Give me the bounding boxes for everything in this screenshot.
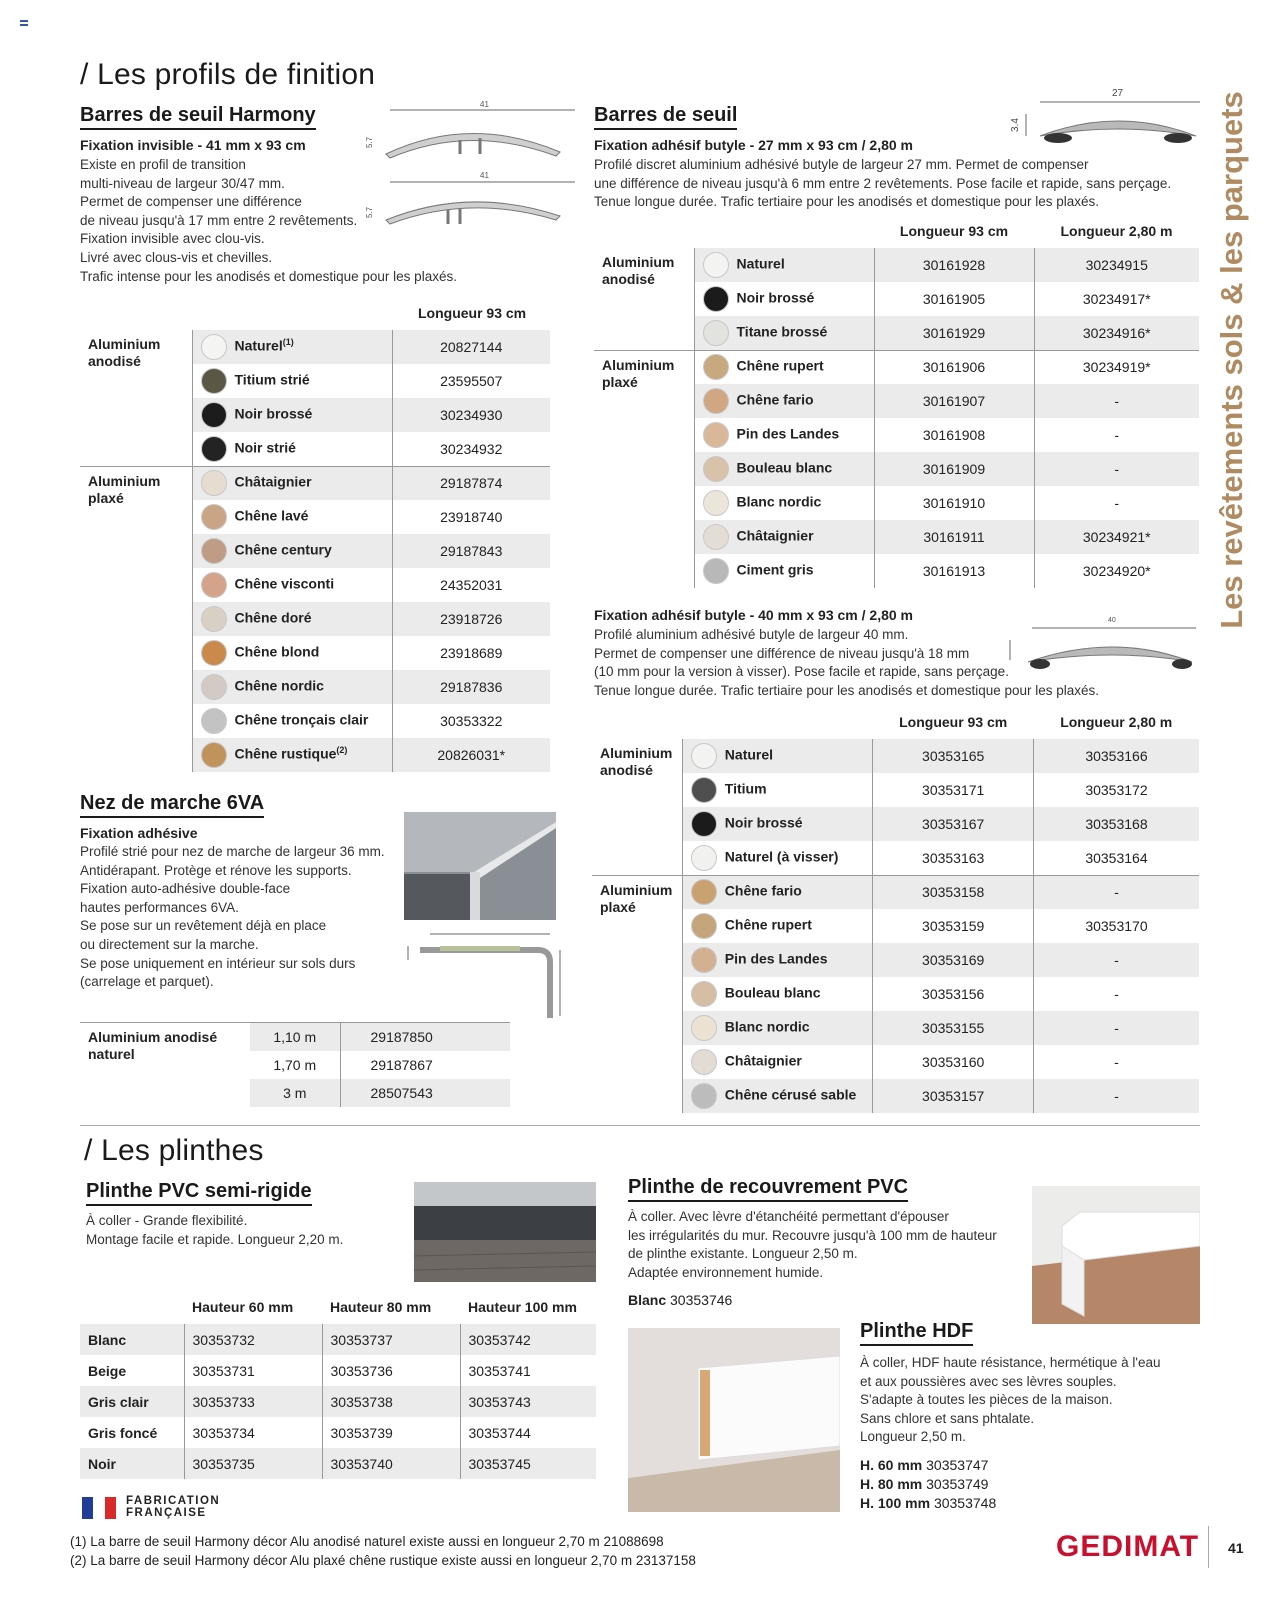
nez-de-marche-photo — [404, 812, 556, 920]
svg-text:5.7: 5.7 — [365, 136, 374, 148]
pvc-col-60: Hauteur 60 mm — [192, 1299, 294, 1315]
color-swatch-icon — [691, 743, 717, 769]
code-280: - — [1033, 943, 1199, 977]
finish-cell — [682, 773, 873, 807]
color-swatch-icon — [691, 879, 717, 905]
color-swatch-icon — [691, 777, 717, 803]
finish-name: Chêne lavé — [234, 507, 309, 524]
finish-name: Châtaignier — [736, 527, 814, 544]
pvc-col-100: Hauteur 100 mm — [468, 1299, 577, 1315]
code-280: - — [1033, 1045, 1199, 1079]
code-93: 29187874 — [392, 466, 550, 500]
hdf-description: À coller, HDF haute résistance, hermétique à l'eau et aux poussières avec ses lèvres souples. S'adapte à toutes les pièces de la maison. Sans chlore et sans phtalate. Longueur 2,50 m. — [860, 1355, 1161, 1445]
table-row — [592, 773, 1199, 807]
code-280: - — [1034, 384, 1199, 418]
finish-name: Titium strié — [234, 371, 310, 388]
color-swatch-icon — [703, 354, 729, 380]
code-280: 30353170 — [1033, 909, 1199, 943]
finish-cell — [192, 636, 392, 670]
finish-name: Naturel — [234, 337, 283, 354]
section-title-plinthes: / Les plinthes — [84, 1134, 264, 1167]
nez-subtitle: Fixation adhésive — [80, 825, 198, 841]
table-row — [592, 739, 1199, 773]
finish-name: Naturel — [724, 746, 774, 763]
finish-name: Pin des Landes — [736, 425, 840, 442]
category-label: Aluminium anodisé — [88, 336, 161, 369]
gedimat-logo: GEDIMAT — [1056, 1530, 1200, 1563]
table-row — [592, 807, 1199, 841]
seuil-27-profile-diagram — [1000, 82, 1210, 152]
code-93: 30161906 — [874, 350, 1034, 384]
finish-cell — [694, 520, 874, 554]
code-93: 30161913 — [874, 554, 1034, 588]
footnote-ref: (1) — [282, 337, 294, 348]
code-93: 30353167 — [873, 807, 1034, 841]
color-swatch-icon — [201, 674, 227, 700]
code-93: 30161929 — [874, 316, 1034, 350]
category-label: Aluminium anodisé — [602, 254, 675, 287]
color-swatch-icon — [691, 1083, 717, 1109]
code-cell: 30353737 — [322, 1324, 460, 1355]
length-cell: 1,70 m — [273, 1056, 317, 1073]
code-93: 30161909 — [874, 452, 1034, 486]
color-name: Gris clair — [80, 1386, 184, 1417]
code-93: 29187843 — [392, 534, 550, 568]
code-93: 23918726 — [392, 602, 550, 636]
finish-name: Blanc nordic — [724, 1018, 810, 1035]
code-280: 30234921* — [1034, 520, 1199, 554]
table-row — [80, 1386, 596, 1417]
nez-table — [80, 1022, 510, 1107]
code-280: - — [1033, 1011, 1199, 1045]
svg-text:5.7: 5.7 — [365, 206, 374, 218]
finish-cell — [192, 432, 392, 466]
table-row — [592, 841, 1199, 875]
color-swatch-icon — [703, 558, 729, 584]
color-swatch-icon — [691, 947, 717, 973]
seuil-40-profile-diagram — [996, 610, 1206, 674]
finish-name: Chêne rupert — [724, 916, 812, 933]
code-280: 30353168 — [1033, 807, 1199, 841]
code-cell: 29187850 — [340, 1023, 510, 1051]
finish-cell — [192, 364, 392, 398]
hdf-photo — [628, 1328, 840, 1512]
code-cell: 30353731 — [184, 1355, 322, 1386]
finish-name: Bouleau blanc — [724, 984, 821, 1001]
code-280: 30234915 — [1034, 248, 1199, 282]
table-row — [592, 1011, 1199, 1045]
color-swatch-icon — [201, 368, 227, 394]
nez-profile-diagram — [400, 926, 570, 1026]
code-280: 30234916* — [1034, 316, 1199, 350]
harmony-title: Barres de seuil Harmony — [80, 104, 316, 130]
footnotes: (1) La barre de seuil Harmony décor Alu anodisé naturel existe aussi en longueur 2,70 m 21088698 (2) La barre de seuil Harmony décor Alu plaxé chêne rustique existe aussi en longueur 2,70 m 23137158 — [70, 1534, 696, 1568]
finish-name: Blanc nordic — [736, 493, 822, 510]
code-cell: 30353742 — [460, 1324, 596, 1355]
code-cell: 30353744 — [460, 1417, 596, 1448]
code-cell: 30353738 — [322, 1386, 460, 1417]
finish-cell — [694, 418, 874, 452]
color-swatch-icon — [201, 640, 227, 666]
code-93: 30161910 — [874, 486, 1034, 520]
code-280: - — [1034, 418, 1199, 452]
code-280: 30234919* — [1034, 350, 1199, 384]
finish-name: Naturel (à visser) — [724, 848, 839, 865]
length-cell: 3 m — [250, 1079, 340, 1107]
hdf-codes: H. 60 mm 30353747 H. 80 mm 30353749 H. 100 mm 30353748 — [860, 1457, 997, 1511]
color-swatch-icon — [201, 708, 227, 734]
table-row — [80, 1448, 596, 1479]
finish-cell — [682, 875, 873, 909]
finish-cell — [192, 670, 392, 704]
color-swatch-icon — [691, 811, 717, 837]
finish-cell — [682, 1011, 873, 1045]
nez-title: Nez de marche 6VA — [80, 792, 264, 818]
code-93: 30353157 — [873, 1079, 1034, 1113]
code-280: 30353164 — [1033, 841, 1199, 875]
color-swatch-icon — [691, 1015, 717, 1041]
finish-name: Chêne cérusé sable — [724, 1086, 857, 1103]
page-number-divider — [1208, 1526, 1209, 1568]
table-row — [80, 1324, 596, 1355]
code-280: - — [1034, 486, 1199, 520]
code-cell: 28507543 — [340, 1079, 510, 1107]
finish-cell — [192, 330, 392, 364]
finish-name: Chêne rupert — [736, 357, 824, 374]
code-cell: 30353735 — [184, 1448, 322, 1479]
recouvrement-photo — [1032, 1186, 1200, 1324]
color-swatch-icon — [691, 845, 717, 871]
harmony-description: Existe en profil de transition multi-niveau de largeur 30/47 mm. Permet de compenser une différence de niveau jusqu'à 17 mm entre 2 revêtements. Fixation invisible avec clou-vis. Livré avec clous-vis et chevilles. Trafic intense pour les anodisés et domestique pour les plaxés. — [80, 157, 457, 284]
code-93: 30353163 — [873, 841, 1034, 875]
finish-cell — [694, 316, 874, 350]
finish-cell — [192, 738, 392, 772]
finish-cell — [694, 350, 874, 384]
pvc-table — [80, 1290, 596, 1479]
finish-cell — [192, 704, 392, 738]
code-93: 23595507 — [392, 364, 550, 398]
recouvrement-description: À coller. Avec lèvre d'étanchéité permettant d'épouser les irrégularités du mur. Recouvre jusqu'à 100 mm de hauteur de plinthe existante. Longueur 2,50 m. Adaptée environnement humide. — [628, 1209, 997, 1280]
finish-cell — [694, 282, 874, 316]
table-row — [80, 330, 550, 364]
code-cell: 30353740 — [322, 1448, 460, 1479]
code-93: 30161928 — [874, 248, 1034, 282]
seuil-40-col-280: Longueur 2,80 m — [1060, 714, 1173, 730]
finish-name: Châtaignier — [234, 473, 312, 490]
code-93: 30234932 — [392, 432, 550, 466]
table-row — [80, 1355, 596, 1386]
code-280: - — [1034, 452, 1199, 486]
finish-name: Chêne century — [234, 541, 332, 558]
category-label: Aluminium anodisé naturel — [80, 1023, 250, 1107]
code-cell: 30353732 — [184, 1324, 322, 1355]
color-name: Blanc — [80, 1324, 184, 1355]
finish-name: Chêne rustique — [234, 745, 337, 762]
code-cell: 30353733 — [184, 1386, 322, 1417]
table-row — [594, 248, 1199, 282]
color-swatch-icon — [703, 388, 729, 414]
finish-name: Chêne doré — [234, 609, 312, 626]
code-93: 23918689 — [392, 636, 550, 670]
color-name: Beige — [88, 1362, 127, 1379]
finish-name: Titane brossé — [736, 323, 828, 340]
recouvrement-title: Plinthe de recouvrement PVC — [628, 1176, 908, 1202]
section-divider — [80, 1125, 1200, 1126]
code-cell: 30353736 — [322, 1355, 460, 1386]
pvc-col-80: Hauteur 80 mm — [330, 1299, 432, 1315]
color-swatch-icon — [703, 456, 729, 482]
seuil-27-col-93: Longueur 93 cm — [899, 223, 1009, 239]
footnote-ref: (2) — [336, 745, 348, 756]
harmony-subtitle: Fixation invisible - 41 mm x 93 cm — [80, 137, 306, 153]
color-swatch-icon — [201, 742, 227, 768]
svg-text:41: 41 — [480, 171, 489, 180]
color-swatch-icon — [201, 538, 227, 564]
color-swatch-icon — [703, 524, 729, 550]
corner-flag-mark — [20, 20, 28, 26]
seuil-description-27: Profilé discret aluminium adhésivé butyle de largeur 27 mm. Permet de compenser une différence de niveau jusqu'à 6 mm entre 2 revêtements. Pose facile et rapide, sans perçage. Tenue longue durée. Trafic tertiaire pour les anodisés et domestique pour les plaxés. — [594, 157, 1172, 210]
code-93: 30353156 — [873, 977, 1034, 1011]
nez-description: Profilé strié pour nez de marche de largeur 36 mm. Antidérapant. Protège et rénove les supports. Fixation auto-adhésive double-face hautes performances 6VA. Se pose sur un revêtement déjà en place ou directement sur la marche. Se pose uniquement en intérieur sur sols durs (carrelage et parquet). — [80, 844, 385, 990]
finish-cell — [682, 739, 873, 773]
table-row — [80, 466, 550, 500]
color-swatch-icon — [201, 572, 227, 598]
code-280: - — [1033, 1079, 1199, 1113]
finish-cell — [682, 1079, 873, 1113]
table-row — [592, 875, 1199, 909]
code-93: 30353160 — [873, 1045, 1034, 1079]
color-swatch-icon — [703, 286, 729, 312]
finish-cell — [682, 943, 873, 977]
finish-cell — [192, 534, 392, 568]
code-cell: 30353739 — [322, 1417, 460, 1448]
category-label: Aluminium plaxé — [594, 350, 694, 588]
finish-cell — [694, 486, 874, 520]
color-swatch-icon — [703, 252, 729, 278]
finish-name: Pin des Landes — [724, 950, 828, 967]
code-93: 23918740 — [392, 500, 550, 534]
code-93: 30353169 — [873, 943, 1034, 977]
pvc-plinthe-photo — [414, 1182, 596, 1282]
color-swatch-icon — [201, 402, 227, 428]
color-swatch-icon — [703, 320, 729, 346]
finish-name: Noir brossé — [736, 289, 815, 306]
code-cell: 30353743 — [460, 1386, 596, 1417]
color-swatch-icon — [691, 913, 717, 939]
finish-name: Chêne visconti — [234, 575, 335, 592]
code-280: 30353166 — [1033, 739, 1199, 773]
seuil-description-40: Profilé aluminium adhésivé butyle de largeur 40 mm. Permet de compenser une différence de niveau jusqu'à 18 mm (10 mm pour la version à visser). Pose facile et rapide, sans perçage. Tenue longue durée. Trafic tertiaire pour les anodisés et domestique pour les plaxés. — [594, 627, 1100, 698]
finish-cell — [694, 452, 874, 486]
code-93: 30353159 — [873, 909, 1034, 943]
table-row — [80, 1023, 510, 1051]
svg-text:40: 40 — [1108, 617, 1116, 624]
finish-cell — [682, 807, 873, 841]
finish-cell — [682, 977, 873, 1011]
color-swatch-icon — [691, 1049, 717, 1075]
seuil-subtitle-27: Fixation adhésif butyle - 27 mm x 93 cm / 2,80 m — [594, 137, 914, 153]
code-cell: 30353741 — [460, 1355, 596, 1386]
finish-name: Châtaignier — [724, 1052, 802, 1069]
color-swatch-icon — [691, 981, 717, 1007]
code-cell: 30353745 — [460, 1448, 596, 1479]
table-row — [594, 350, 1199, 384]
table-row — [592, 943, 1199, 977]
finish-name: Noir strié — [234, 439, 296, 456]
code-93: 20826031* — [392, 738, 550, 772]
sidebar-vertical-label: Les revêtements sols & les parquets — [1214, 91, 1249, 629]
code-93: 30161908 — [874, 418, 1034, 452]
finish-name: Bouleau blanc — [736, 459, 833, 476]
seuil-40-table — [592, 705, 1199, 1113]
color-swatch-icon — [703, 422, 729, 448]
color-swatch-icon — [703, 490, 729, 516]
code-93: 30353165 — [873, 739, 1034, 773]
category-label: Aluminium anodisé — [600, 745, 673, 778]
table-row — [592, 909, 1199, 943]
hdf-title: Plinthe HDF — [860, 1320, 973, 1346]
french-flag-icon — [82, 1497, 116, 1519]
finish-name: Titium — [724, 780, 767, 797]
color-swatch-icon — [201, 606, 227, 632]
code-280: 30234920* — [1034, 554, 1199, 588]
table-row — [80, 1417, 596, 1448]
finish-name: Noir brossé — [234, 405, 313, 422]
code-93: 30353322 — [392, 704, 550, 738]
pvc-title: Plinthe PVC semi-rigide — [86, 1180, 312, 1206]
finish-cell — [192, 602, 392, 636]
finish-cell — [192, 568, 392, 602]
code-280: - — [1033, 977, 1199, 1011]
seuil-27-table — [594, 214, 1199, 588]
finish-cell — [192, 500, 392, 534]
table-row — [592, 1079, 1199, 1113]
finish-name: Naturel — [736, 255, 785, 272]
code-cell: 30353734 — [184, 1417, 322, 1448]
code-93: 30161905 — [874, 282, 1034, 316]
finish-cell — [694, 554, 874, 588]
code-280: 30353172 — [1033, 773, 1199, 807]
category-label: Aluminium plaxé — [80, 466, 192, 772]
svg-text:27: 27 — [1112, 88, 1124, 99]
finish-cell — [694, 384, 874, 418]
finish-cell — [682, 909, 873, 943]
section-title-finition: / Les profils de finition — [80, 58, 376, 91]
table-row — [592, 977, 1199, 1011]
code-93: 30353171 — [873, 773, 1034, 807]
length-cell: 1,10 m — [250, 1023, 340, 1051]
finish-cell — [682, 1045, 873, 1079]
code-93: 30234930 — [392, 398, 550, 432]
svg-text:3.4: 3.4 — [1010, 118, 1021, 132]
finish-cell — [192, 398, 392, 432]
finish-cell — [694, 248, 874, 282]
code-cell: 29187867 — [340, 1051, 510, 1079]
code-280: 30234917* — [1034, 282, 1199, 316]
code-93: 29187836 — [392, 670, 550, 704]
table-row — [592, 1045, 1199, 1079]
color-name: Noir — [80, 1448, 184, 1479]
svg-text:41: 41 — [480, 100, 489, 109]
seuil-27-col-280: Longueur 2,80 m — [1060, 223, 1173, 239]
color-swatch-icon — [201, 504, 227, 530]
finish-name: Ciment gris — [736, 561, 814, 578]
finish-cell — [192, 466, 392, 500]
finish-name: Noir brossé — [724, 814, 803, 831]
finish-name: Chêne blond — [234, 643, 320, 660]
color-name: Gris foncé — [88, 1424, 158, 1441]
code-280: - — [1033, 875, 1199, 909]
color-swatch-icon — [201, 436, 227, 462]
seuil-subtitle-40: Fixation adhésif butyle - 40 mm x 93 cm / 2,80 m — [594, 607, 914, 623]
pvc-description: À coller - Grande flexibilité. Montage facile et rapide. Longueur 2,20 m. — [86, 1213, 344, 1247]
seuil-40-col-93: Longueur 93 cm — [899, 714, 1008, 730]
finish-name: Chêne fario — [736, 391, 814, 408]
category-label: Aluminium plaxé — [592, 875, 682, 1113]
color-swatch-icon — [201, 470, 227, 496]
code-93: 30161907 — [874, 384, 1034, 418]
code-93: 30161911 — [874, 520, 1034, 554]
finish-name: Chêne fario — [724, 882, 802, 899]
seuil-title: Barres de seuil — [594, 104, 737, 130]
harmony-profile-diagram — [360, 98, 580, 238]
finish-cell — [682, 841, 873, 875]
code-93: 24352031 — [392, 568, 550, 602]
harmony-col-header: Longueur 93 cm — [418, 305, 527, 321]
finish-name: Chêne nordic — [234, 677, 324, 694]
finish-name: Chêne tronçais clair — [234, 711, 369, 728]
harmony-table — [80, 296, 550, 772]
code-93: 30353158 — [873, 875, 1034, 909]
code-93: 30353155 — [873, 1011, 1034, 1045]
recouvrement-code: Blanc 30353746 — [628, 1292, 733, 1308]
page-number: 41 — [1228, 1540, 1244, 1556]
color-swatch-icon — [201, 334, 227, 360]
code-93: 20827144 — [392, 330, 550, 364]
